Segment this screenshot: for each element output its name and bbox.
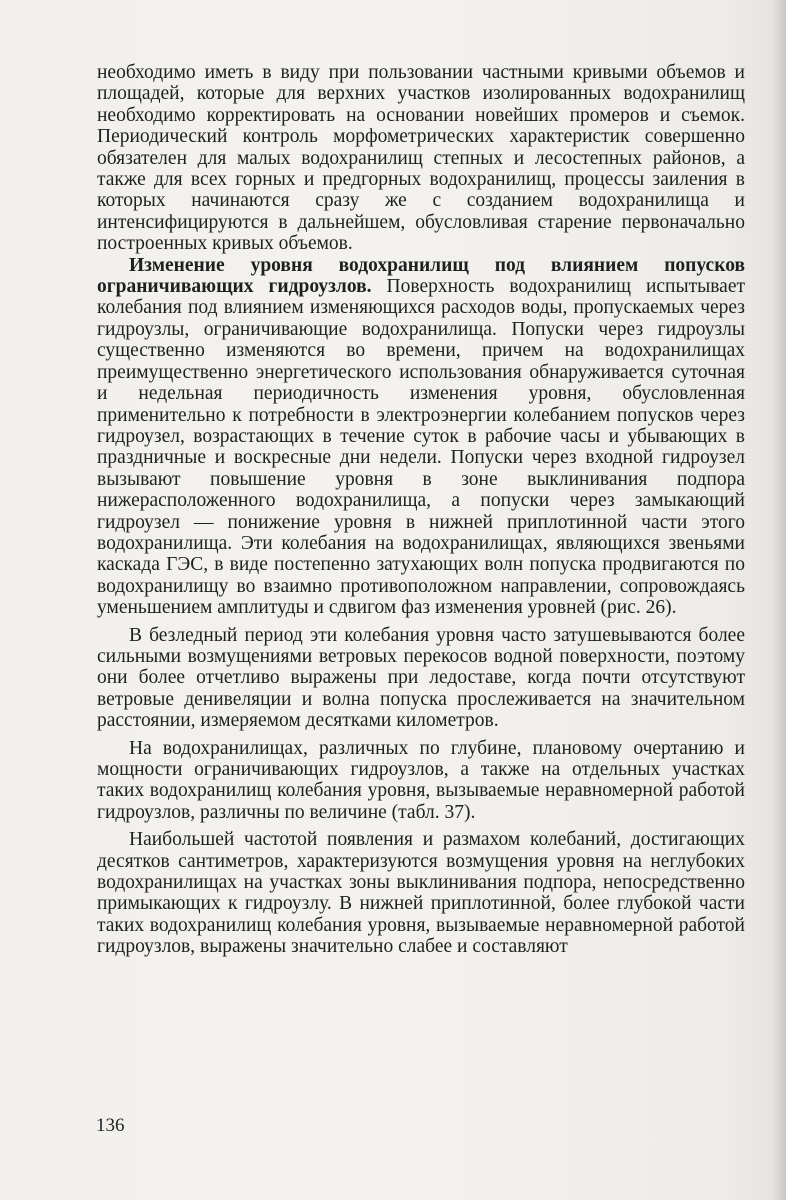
section-heading: Изменение уровня водохранилищ под влиянием попусков ограничивающих гидроузлов.: [97, 254, 745, 298]
paragraph-1: необходимо иметь в виду при пользовании частными кривыми объемов и площадей, которые для верхних участков изолированных водохранилищ необходимо корректировать на основании новейших промеров и съемок. Периодический контроль морфометрических характеристик совершенно обязателен для малых водохранилищ степных и лесостепных районов, а также для всех горных и предгорных водохранилищ, процессы заиления в которых начинаются сразу же с созданием водохранилища и интенсифицируются в дальнейшем, обусловливая старение первоначально построенных кривых объемов.: [97, 62, 745, 255]
paragraph-4: На водохранилищах, различных по глубине, плановому очертанию и мощности ограничивающих гидроузлов, а также на отдельных участках таких водохранилищ колебания уровня, вызываемые неравномерной работой гидроузлов, различны по величине (табл. 37).: [97, 737, 745, 823]
body-text: [97, 62, 745, 958]
paragraph-3: В безледный период эти колебания уровня часто затушевываются более сильными возмущениями ветровых перекосов водной поверхности, поэтому они более отчетливо выражены при ледоставе, когда почти отсутствуют ветровые денивеляции и волна попуска прослеживается на значительном расстоянии, измеряемом десятками километров.: [97, 624, 745, 732]
paragraph-5: Наибольшей частотой появления и размахом колебаний, достигающих десятков сантиметров, характеризуются возмущения уровня на неглубоких водохранилищах на участках зоны выклинивания подпора, непосредственно примыкающих к гидроузлу. В нижней приплотинной, более глубокой части таких водохранилищ колебания уровня, вызываемые неравномерной работой гидроузлов, выражены значительно слабее и составляют: [97, 829, 745, 958]
page-number: 136: [96, 1115, 125, 1136]
paragraph-2: [97, 255, 745, 619]
page-binding-shadow: [772, 0, 786, 1200]
paragraph-2-body: Поверхность водохранилищ испытывает колебания под влиянием изменяющихся расходов воды, пропускаемых через гидроузлы, ограничивающие водохранилища. Попуски через гидроузлы существенно изменяются во времени, причем на водохранилищах преимущественно энергетического использования обнаруживается суточная и недельная периодичность изменения уровня, обусловленная применительно к потребности в электроэнергии колебанием попусков через гидроузел, возрастающих в течение суток в рабочие часы и убывающих в праздничные и воскресные дни недели. Попуски через входной гидроузел вызывают повышение уровня в зоне выклинивания подпора нижерасположенного водохранилища, а попуски через замыкающий гидроузел — понижение уровня в нижней приплотинной части этого водохранилища. Эти колебания на водохранилищах, являющихся звеньями каскада ГЭС, в виде постепенно затухающих волн попуска продвигаются по водохранилищу во взаимно противоположном направлении, сопровождаясь уменьшением амплитуды и сдвигом фаз изменения уровней (рис. 26).: [97, 276, 745, 619]
